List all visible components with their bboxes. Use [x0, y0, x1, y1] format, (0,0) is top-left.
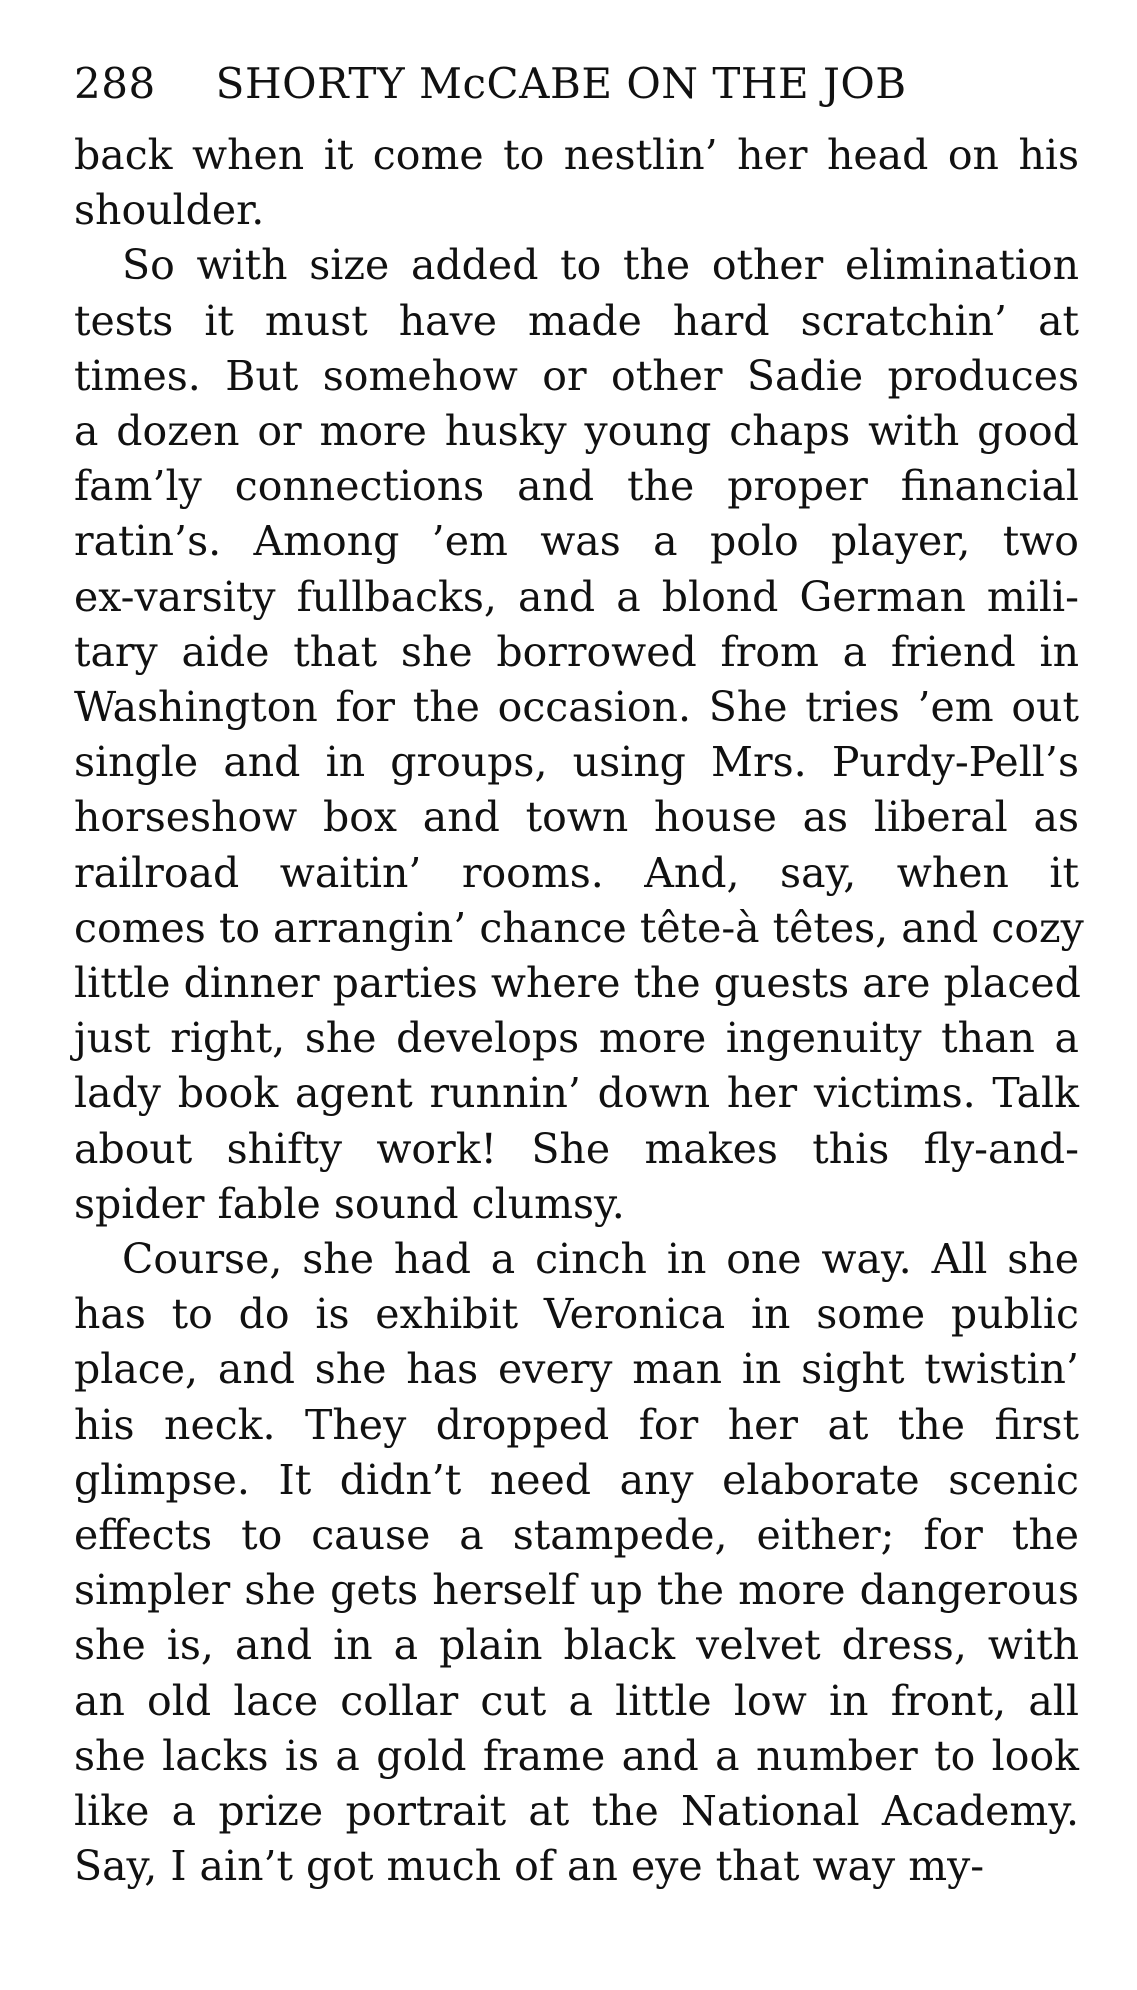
text-line: times. But somehow or other Sadie produces — [74, 351, 1079, 400]
text-line: tary aide that she borrowed from a friend in — [74, 627, 1079, 676]
text-line: ex-varsity fullbacks, and a blond German mili- — [74, 572, 1079, 621]
text-line: glimpse. It didn’t need any elaborate scenic — [74, 1455, 1079, 1504]
paragraph — [74, 128, 1079, 238]
text-line: Washington for the occasion. She tries ’em out — [74, 683, 1079, 732]
text-line: simpler she gets herself up the more dangerous — [74, 1566, 1079, 1615]
text-line: little dinner parties where the guests are placed — [74, 959, 1081, 1008]
text-line: horseshow box and town house as liberal as — [74, 793, 1079, 842]
text-line: about shifty work! She makes this fly-and- — [74, 1124, 1079, 1173]
text-line: comes to arrangin’ chance tête-à têtes, and cozy — [74, 903, 1084, 952]
text-line: shoulder. — [74, 186, 265, 235]
text-line: has to do is exhibit Veronica in some public — [74, 1290, 1079, 1339]
running-head — [74, 52, 1079, 128]
book-page — [74, 52, 1084, 1895]
text-line: single and in groups, using Mrs. Purdy-Pell’s — [74, 738, 1079, 787]
text-line: an old lace collar cut a little low in front, all — [74, 1676, 1079, 1725]
text-line: Say, I ain’t got much of an eye that way my- — [74, 1842, 985, 1891]
running-title: SHORTY McCABE ON THE JOB — [215, 59, 907, 108]
text-line: back when it come to nestlin’ her head on his — [74, 131, 1079, 179]
text-line: So with size added to the other elimination — [122, 241, 1079, 290]
text-line: railroad waitin’ rooms. And, say, when it — [74, 848, 1079, 897]
text-line: fam’ly connections and the proper financial — [74, 462, 1079, 511]
paragraph — [74, 1232, 1079, 1894]
text-line: place, and she has every man in sight twistin’ — [74, 1345, 1079, 1394]
page-number: 288 — [74, 59, 156, 108]
text-line: she is, and in a plain black velvet dress, with — [74, 1621, 1079, 1670]
text-line: his neck. They dropped for her at the first — [74, 1400, 1079, 1449]
text-line: ratin’s. Among ’em was a polo player, two — [74, 517, 1079, 566]
text-line: spider fable sound clumsy. — [74, 1179, 625, 1228]
text-line: just right, she develops more ingenuity than a — [74, 1014, 1079, 1063]
text-line: a dozen or more husky young chaps with good — [74, 407, 1079, 456]
text-line: like a prize portrait at the National Academy. — [74, 1787, 1079, 1836]
body-text — [74, 128, 1084, 1895]
paragraph — [74, 238, 1084, 1232]
text-line: tests it must have made hard scratchin’ at — [74, 296, 1079, 345]
text-line: she lacks is a gold frame and a number to look — [74, 1731, 1079, 1780]
text-line: lady book agent runnin’ down her victims. Talk — [74, 1069, 1079, 1118]
text-line: Course, she had a cinch in one way. All she — [122, 1235, 1079, 1284]
text-line: effects to cause a stampede, either; for the — [74, 1511, 1079, 1560]
